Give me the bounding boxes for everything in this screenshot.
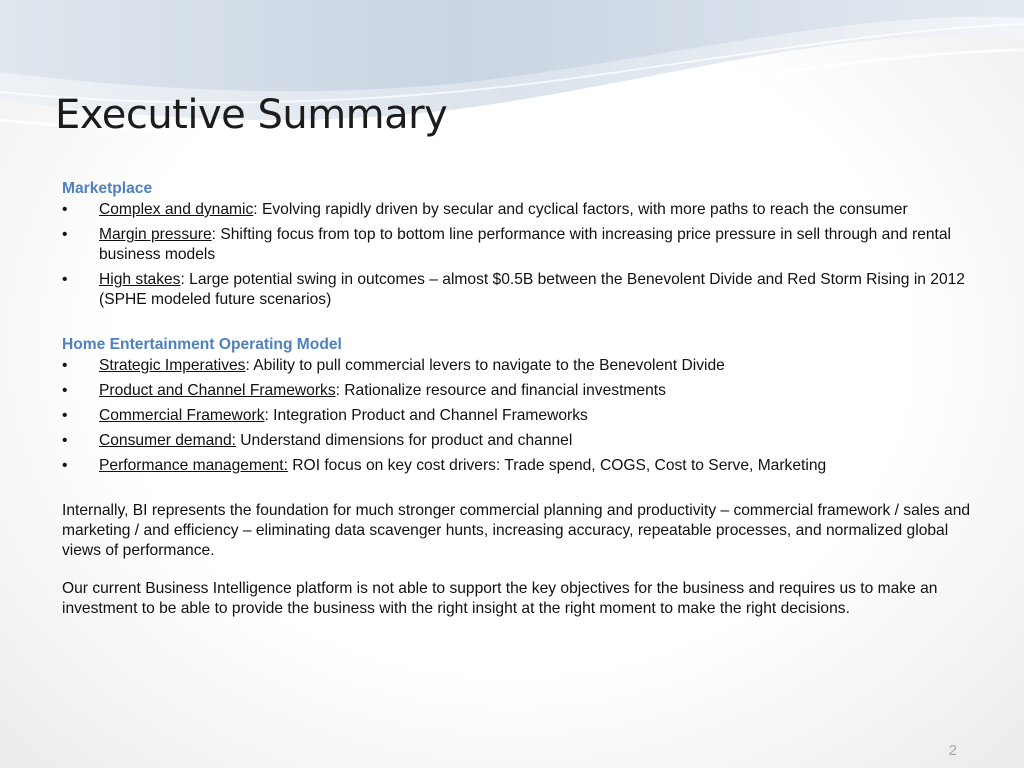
bullet-separator: : [335, 382, 345, 399]
list-item [62, 406, 972, 426]
bullet-separator: : [253, 201, 262, 218]
bullet-separator: : [180, 271, 190, 288]
section-heading: Marketplace [62, 180, 153, 197]
body-paragraph: Internally, BI represents the foundation for much stronger commercial planning and productivity – commercial framework / sales and marketing / and efficiency – eliminating data scavenger hunts, increasing accuracy, repeatable processes, and normalized global views of performance. [62, 502, 971, 559]
bullet-separator: : [264, 407, 274, 424]
bullet-icon: • [62, 271, 68, 288]
body-paragraph: Our current Business Intelligence platform is not able to support the key objectives for the business and requires us to make an investment to be able to provide the business with the right insight at the right moment to make the right decisions. [62, 580, 938, 617]
bullet-list [62, 356, 972, 476]
list-item [62, 200, 972, 220]
page-number: 2 [948, 742, 957, 759]
slide-body [62, 179, 972, 637]
bullet-text: Evolving rapidly driven by secular and cyclical factors, with more paths to reach the consumer [261, 201, 908, 218]
section-heading: Home Entertainment Operating Model [62, 336, 342, 353]
bullet-term: Complex and dynamic [99, 201, 254, 218]
bullet-term: Product and Channel Frameworks [99, 382, 336, 399]
slide-title: Executive Summary [55, 92, 448, 138]
bullet-text: Rationalize resource and financial investments [344, 382, 666, 399]
list-item [62, 225, 972, 265]
bullet-text: Shifting focus from top to bottom line performance with increasing price pressure in sell through and rental business models [99, 226, 952, 263]
bullet-separator: : [245, 357, 254, 374]
bullet-separator: : [211, 226, 221, 243]
section-marketplace [62, 179, 972, 310]
bullet-term: Strategic Imperatives [99, 357, 246, 374]
bullet-text: Large potential swing in outcomes – almost $0.5B between the Benevolent Divide and Red Storm Rising in 2012 (SPHE modeled future scenarios) [99, 271, 965, 308]
spacer [62, 481, 972, 501]
bullet-text: ROI focus on key cost drivers: Trade spend, COGS, Cost to Serve, Marketing [292, 457, 827, 474]
list-item [62, 456, 972, 476]
bullet-icon: • [62, 382, 68, 399]
bullet-term: Commercial Framework [99, 407, 265, 424]
spacer [62, 315, 972, 335]
bullet-text: Ability to pull commercial levers to navigate to the Benevolent Divide [253, 357, 725, 374]
section-operating-model [62, 335, 972, 476]
list-item [62, 270, 972, 310]
bullet-icon: • [62, 457, 68, 474]
bullet-term: High stakes [99, 271, 181, 288]
list-item [62, 431, 972, 451]
bullet-icon: • [62, 357, 68, 374]
list-item [62, 356, 972, 376]
bullet-icon: • [62, 226, 68, 243]
bullet-list [62, 200, 972, 310]
bullet-term: Margin pressure [99, 226, 212, 243]
bullet-icon: • [62, 201, 68, 218]
bullet-text: Integration Product and Channel Frameworks [273, 407, 588, 424]
list-item [62, 381, 972, 401]
bullet-term: Performance management: [99, 457, 288, 474]
bullet-term: Consumer demand: [99, 432, 236, 449]
bullet-icon: • [62, 407, 68, 424]
bullet-text: Understand dimensions for product and channel [240, 432, 573, 449]
bullet-icon: • [62, 432, 68, 449]
